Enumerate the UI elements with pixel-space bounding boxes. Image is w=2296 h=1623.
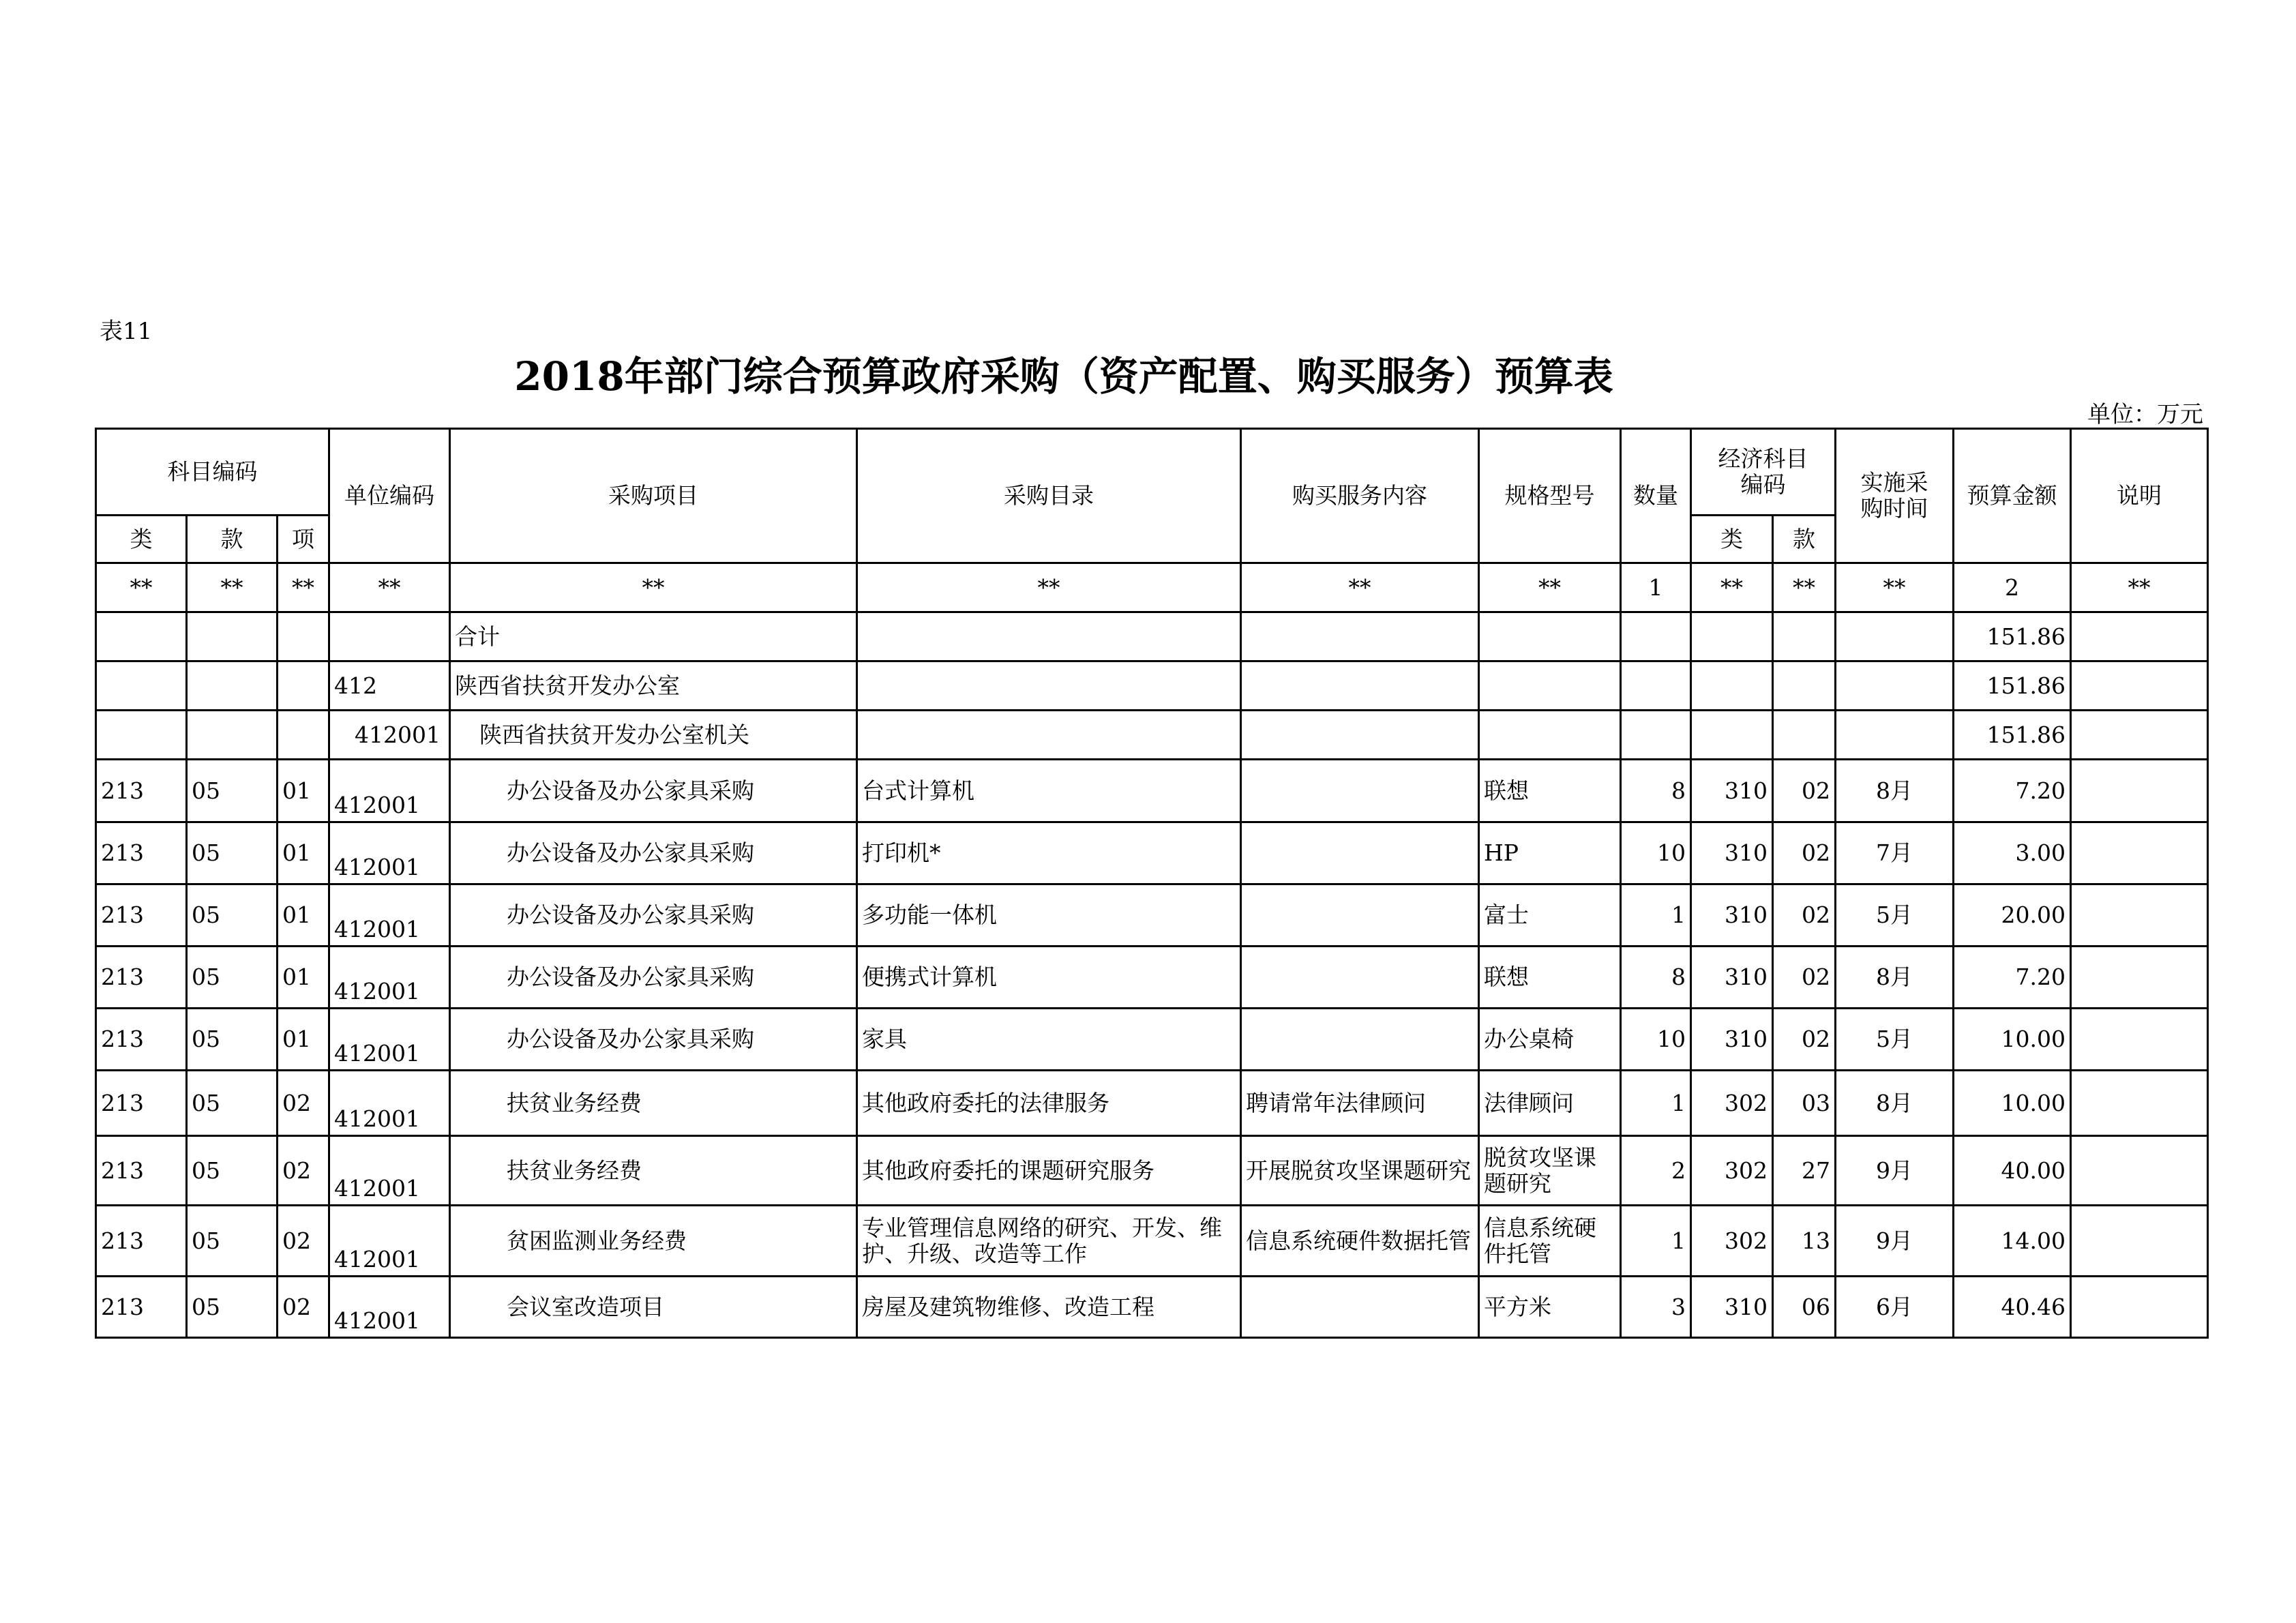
cell-purchase-item: 办公设备及办公家具采购 <box>450 760 857 822</box>
cell-xiang: 01 <box>278 1009 329 1071</box>
cell-note <box>2071 1071 2208 1136</box>
marker-cell: ** <box>857 563 1241 612</box>
cell-budget-amount: 10.00 <box>1954 1009 2071 1071</box>
cell-purchase-item: 贫困监测业务经费 <box>450 1206 857 1277</box>
cell-purchase-item: 扶贫业务经费 <box>450 1136 857 1206</box>
header-purchase-catalog: 采购目录 <box>857 429 1241 563</box>
marker-cell: ** <box>278 563 329 612</box>
cell-econ-kuan: 13 <box>1773 1206 1836 1277</box>
cell-kuan: 05 <box>187 947 278 1009</box>
cell-note <box>2071 1206 2208 1277</box>
marker-row <box>96 563 2208 612</box>
summary-row-unit <box>96 711 2208 760</box>
marker-cell: ** <box>329 563 450 612</box>
page-title <box>0 344 1787 402</box>
cell-econ-lei: 302 <box>1691 1136 1773 1206</box>
cell-purchase-item: 办公设备及办公家具采购 <box>450 1009 857 1071</box>
cell-impl-time: 8月 <box>1836 947 1954 1009</box>
unit-label: 单位：万元 <box>2087 401 2203 428</box>
cell-budget-amount: 10.00 <box>1954 1071 2071 1136</box>
cell-econ-kuan: 02 <box>1773 822 1836 884</box>
cell-unit-code: 412001 <box>329 760 450 822</box>
cell-unit-code: 412001 <box>329 1136 450 1206</box>
cell-note <box>2071 760 2208 822</box>
cell-xiang: 01 <box>278 760 329 822</box>
table-row <box>96 822 2208 884</box>
marker-cell: ** <box>2071 563 2208 612</box>
header-impl-time: 实施采购时间 <box>1836 429 1954 563</box>
cell-impl-time: 8月 <box>1836 760 1954 822</box>
marker-cell: ** <box>1479 563 1621 612</box>
cell-spec-model: 平方米 <box>1479 1277 1621 1338</box>
cell-service-content: 聘请常年法律顾问 <box>1241 1071 1479 1136</box>
cell-note <box>2071 884 2208 947</box>
cell-quantity: 8 <box>1621 760 1691 822</box>
cell-impl-time: 9月 <box>1836 1136 1954 1206</box>
cell-econ-kuan: 06 <box>1773 1277 1836 1338</box>
cell-econ-lei: 310 <box>1691 822 1773 884</box>
cell-purchase-catalog: 便携式计算机 <box>857 947 1241 1009</box>
cell-purchase-catalog: 房屋及建筑物维修、改造工程 <box>857 1277 1241 1338</box>
cell-econ-kuan: 02 <box>1773 1009 1836 1071</box>
cell-service-content: 开展脱贫攻坚课题研究 <box>1241 1136 1479 1206</box>
cell-purchase-item: 会议室改造项目 <box>450 1277 857 1338</box>
cell-impl-time: 5月 <box>1836 884 1954 947</box>
table-row <box>96 884 2208 947</box>
table-row <box>96 1009 2208 1071</box>
cell-unit-code: 412001 <box>329 1277 450 1338</box>
marker-cell: 2 <box>1954 563 2071 612</box>
cell-spec-model: 办公桌椅 <box>1479 1009 1621 1071</box>
cell-purchase-item: 办公设备及办公家具采购 <box>450 822 857 884</box>
header-econ-code: 经济科目编码 <box>1691 429 1836 516</box>
cell-unit-code: 412001 <box>329 884 450 947</box>
summary-name: 陕西省扶贫开发办公室机关 <box>450 711 857 760</box>
cell-budget-amount: 40.46 <box>1954 1277 2071 1338</box>
cell-econ-lei: 310 <box>1691 947 1773 1009</box>
cell-budget-amount: 40.00 <box>1954 1136 2071 1206</box>
cell-lei: 213 <box>96 1009 187 1071</box>
table-row <box>96 760 2208 822</box>
cell-budget-amount: 3.00 <box>1954 822 2071 884</box>
cell-unit-code: 412001 <box>329 1009 450 1071</box>
header-econ-lei: 类 <box>1691 516 1773 563</box>
cell-econ-kuan: 03 <box>1773 1071 1836 1136</box>
cell-spec-model: 信息系统硬件托管 <box>1479 1206 1621 1277</box>
cell-impl-time: 6月 <box>1836 1277 1954 1338</box>
cell-kuan: 05 <box>187 1136 278 1206</box>
summary-amount: 151.86 <box>1954 612 2071 661</box>
cell-purchase-catalog: 多功能一体机 <box>857 884 1241 947</box>
summary-amount: 151.86 <box>1954 711 2071 760</box>
table-row <box>96 947 2208 1009</box>
header-note: 说明 <box>2071 429 2208 563</box>
cell-spec-model: 联想 <box>1479 760 1621 822</box>
cell-purchase-item: 办公设备及办公家具采购 <box>450 947 857 1009</box>
cell-purchase-item: 办公设备及办公家具采购 <box>450 884 857 947</box>
cell-purchase-catalog: 台式计算机 <box>857 760 1241 822</box>
cell-unit-code: 412001 <box>329 822 450 884</box>
cell-quantity: 3 <box>1621 1277 1691 1338</box>
cell-quantity: 8 <box>1621 947 1691 1009</box>
cell-service-content <box>1241 1009 1479 1071</box>
cell-econ-kuan: 02 <box>1773 884 1836 947</box>
cell-lei: 213 <box>96 1277 187 1338</box>
cell-budget-amount: 20.00 <box>1954 884 2071 947</box>
header-unit-code: 单位编码 <box>329 429 450 563</box>
cell-impl-time: 8月 <box>1836 1071 1954 1136</box>
cell-service-content <box>1241 947 1479 1009</box>
cell-kuan: 05 <box>187 1071 278 1136</box>
cell-quantity: 1 <box>1621 1206 1691 1277</box>
header-xiang: 项 <box>278 516 329 563</box>
summary-name: 陕西省扶贫开发办公室 <box>450 661 857 711</box>
cell-econ-lei: 310 <box>1691 1277 1773 1338</box>
cell-econ-lei: 302 <box>1691 1206 1773 1277</box>
cell-purchase-item: 扶贫业务经费 <box>450 1071 857 1136</box>
table-row <box>96 1277 2208 1338</box>
cell-budget-amount: 14.00 <box>1954 1206 2071 1277</box>
cell-xiang: 02 <box>278 1206 329 1277</box>
cell-purchase-catalog: 打印机* <box>857 822 1241 884</box>
table-number: 表11 <box>100 318 153 345</box>
summary-code: 412001 <box>329 711 450 760</box>
cell-xiang: 02 <box>278 1071 329 1136</box>
cell-purchase-catalog: 家具 <box>857 1009 1241 1071</box>
cell-quantity: 10 <box>1621 1009 1691 1071</box>
cell-econ-kuan: 27 <box>1773 1136 1836 1206</box>
cell-xiang: 01 <box>278 884 329 947</box>
cell-xiang: 02 <box>278 1136 329 1206</box>
cell-note <box>2071 1277 2208 1338</box>
header-econ-kuan: 款 <box>1773 516 1836 563</box>
cell-econ-lei: 310 <box>1691 1009 1773 1071</box>
cell-service-content: 信息系统硬件数据托管 <box>1241 1206 1479 1277</box>
cell-unit-code: 412001 <box>329 1071 450 1136</box>
cell-lei: 213 <box>96 760 187 822</box>
cell-impl-time: 5月 <box>1836 1009 1954 1071</box>
cell-budget-amount: 7.20 <box>1954 760 2071 822</box>
header-spec-model: 规格型号 <box>1479 429 1621 563</box>
cell-xiang: 01 <box>278 822 329 884</box>
header-row-1 <box>96 429 2208 516</box>
cell-purchase-catalog: 其他政府委托的课题研究服务 <box>857 1136 1241 1206</box>
cell-kuan: 05 <box>187 1277 278 1338</box>
cell-service-content <box>1241 822 1479 884</box>
marker-cell: ** <box>187 563 278 612</box>
summary-name: 合计 <box>450 612 857 661</box>
cell-xiang: 02 <box>278 1277 329 1338</box>
cell-spec-model: 富士 <box>1479 884 1621 947</box>
header-kuan: 款 <box>187 516 278 563</box>
cell-service-content <box>1241 1277 1479 1338</box>
cell-quantity: 10 <box>1621 822 1691 884</box>
cell-kuan: 05 <box>187 884 278 947</box>
cell-econ-lei: 310 <box>1691 760 1773 822</box>
cell-purchase-catalog: 专业管理信息网络的研究、开发、维护、升级、改造等工作 <box>857 1206 1241 1277</box>
summary-code <box>329 612 450 661</box>
cell-note <box>2071 822 2208 884</box>
cell-spec-model: 法律顾问 <box>1479 1071 1621 1136</box>
summary-row-total <box>96 612 2208 661</box>
cell-unit-code: 412001 <box>329 947 450 1009</box>
page-title-text: 2018年部门综合预算政府采购（资产配置、购买服务）预算表 <box>514 353 1613 400</box>
marker-cell: ** <box>1691 563 1773 612</box>
summary-code: 412 <box>329 661 450 711</box>
header-subject-code: 科目编码 <box>96 429 329 516</box>
marker-cell: ** <box>1773 563 1836 612</box>
cell-note <box>2071 1009 2208 1071</box>
cell-econ-kuan: 02 <box>1773 947 1836 1009</box>
table-row <box>96 1206 2208 1277</box>
cell-impl-time: 9月 <box>1836 1206 1954 1277</box>
cell-unit-code: 412001 <box>329 1206 450 1277</box>
cell-note <box>2071 1136 2208 1206</box>
cell-lei: 213 <box>96 884 187 947</box>
cell-lei: 213 <box>96 822 187 884</box>
budget-table <box>95 428 2209 1339</box>
header-quantity: 数量 <box>1621 429 1691 563</box>
cell-purchase-catalog: 其他政府委托的法律服务 <box>857 1071 1241 1136</box>
table-row <box>96 1136 2208 1206</box>
cell-lei: 213 <box>96 1071 187 1136</box>
cell-service-content <box>1241 760 1479 822</box>
cell-kuan: 05 <box>187 1206 278 1277</box>
cell-quantity: 1 <box>1621 884 1691 947</box>
cell-econ-lei: 302 <box>1691 1071 1773 1136</box>
cell-xiang: 01 <box>278 947 329 1009</box>
header-purchase-item: 采购项目 <box>450 429 857 563</box>
marker-cell: ** <box>1836 563 1954 612</box>
cell-kuan: 05 <box>187 1009 278 1071</box>
cell-quantity: 1 <box>1621 1071 1691 1136</box>
cell-lei: 213 <box>96 947 187 1009</box>
cell-lei: 213 <box>96 1206 187 1277</box>
marker-cell: ** <box>96 563 187 612</box>
cell-spec-model: 脱贫攻坚课题研究 <box>1479 1136 1621 1206</box>
cell-budget-amount: 7.20 <box>1954 947 2071 1009</box>
marker-cell: 1 <box>1621 563 1691 612</box>
cell-spec-model: 联想 <box>1479 947 1621 1009</box>
cell-lei: 213 <box>96 1136 187 1206</box>
header-budget-amount: 预算金额 <box>1954 429 2071 563</box>
marker-cell: ** <box>1241 563 1479 612</box>
cell-kuan: 05 <box>187 760 278 822</box>
cell-service-content <box>1241 884 1479 947</box>
cell-note <box>2071 947 2208 1009</box>
cell-econ-lei: 310 <box>1691 884 1773 947</box>
cell-spec-model: HP <box>1479 822 1621 884</box>
cell-impl-time: 7月 <box>1836 822 1954 884</box>
summary-row-dept <box>96 661 2208 711</box>
cell-econ-kuan: 02 <box>1773 760 1836 822</box>
header-service-content: 购买服务内容 <box>1241 429 1479 563</box>
cell-quantity: 2 <box>1621 1136 1691 1206</box>
cell-kuan: 05 <box>187 822 278 884</box>
marker-cell: ** <box>450 563 857 612</box>
table-row <box>96 1071 2208 1136</box>
summary-amount: 151.86 <box>1954 661 2071 711</box>
header-lei: 类 <box>96 516 187 563</box>
